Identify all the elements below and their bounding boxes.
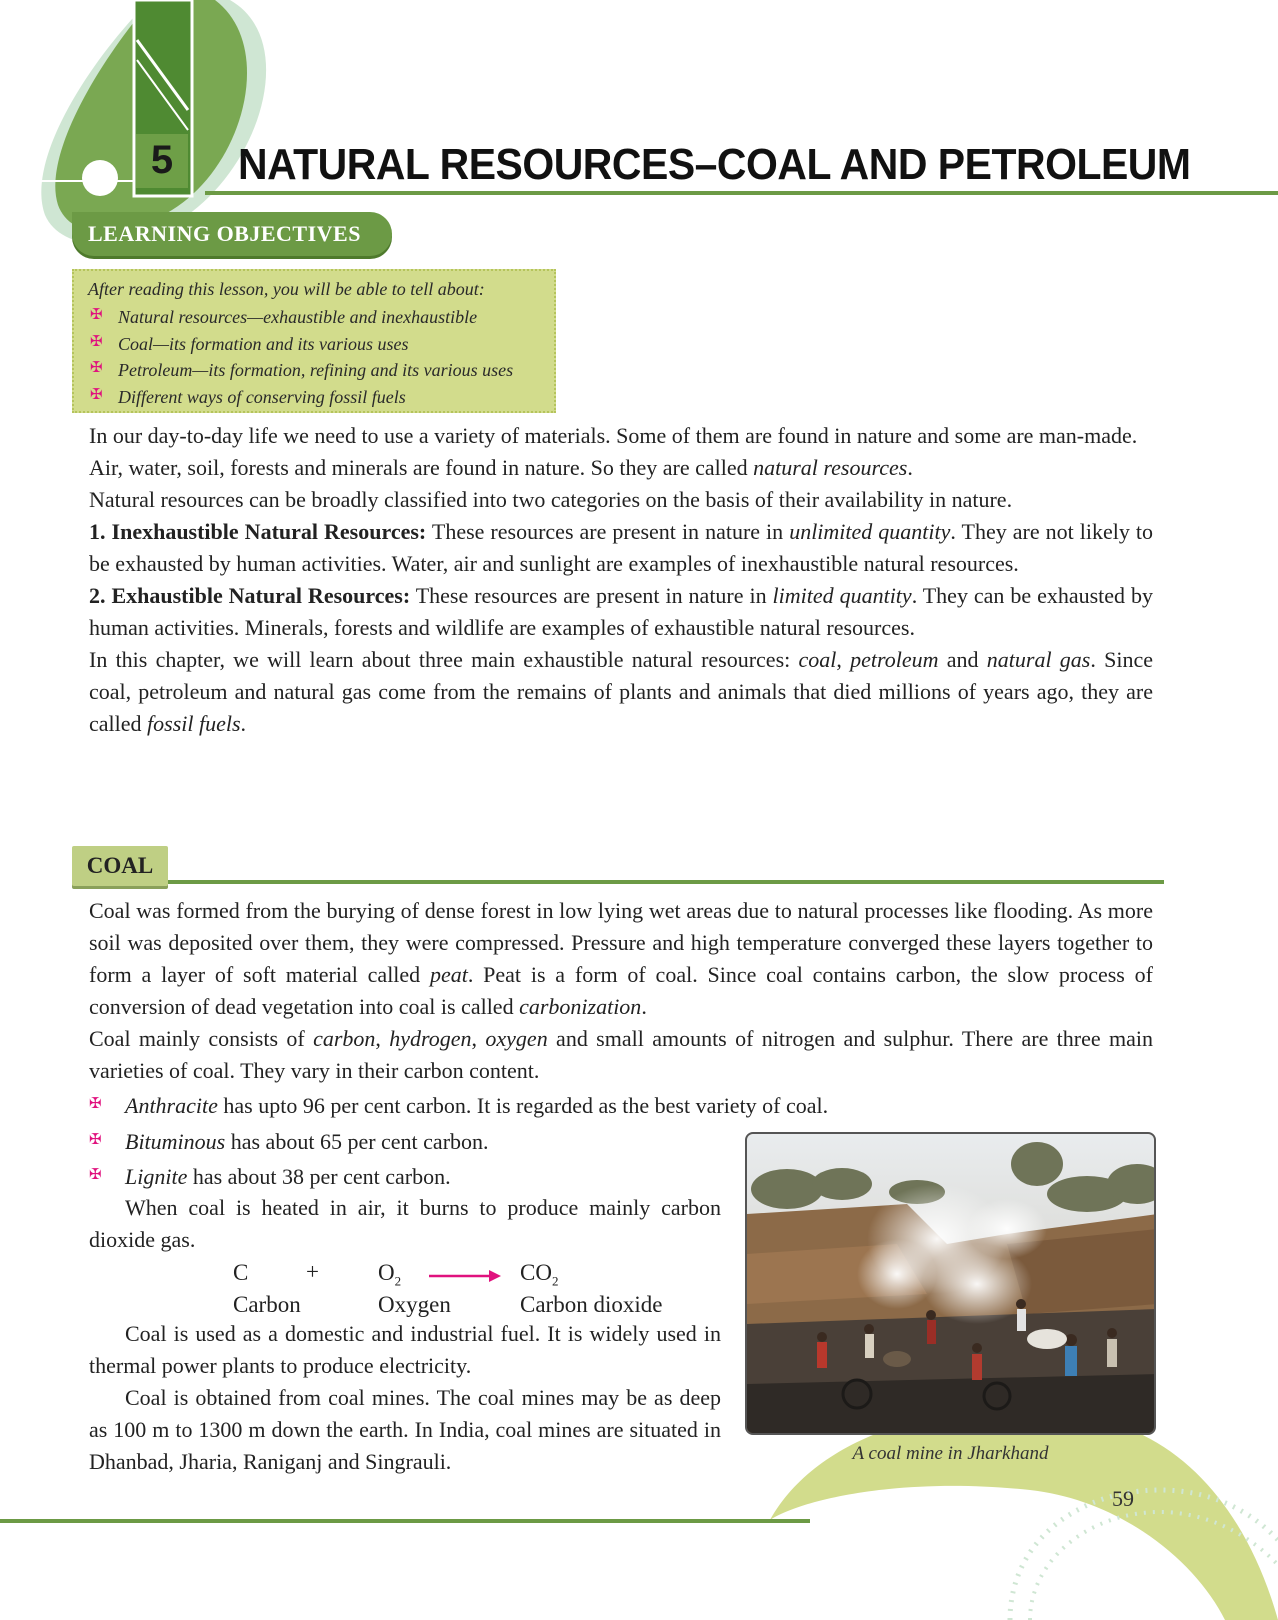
cross-bullet-icon: ✠ [90,333,103,350]
eq-oxygen: $O_2$ [378,1260,402,1289]
cross-bullet-icon: ✠ [90,386,103,403]
paragraph: Coal mainly consists of carbon, hydrogen, oxygen and small amounts of nitrogen and sulphur. There are three main varieties of coal. They vary in their carbon content. [89,1026,1153,1083]
list-item: ✠ Different ways of conserving fossil fuels [90,386,406,407]
cross-bullet-icon: ✠ [90,307,103,323]
paragraph: In our day-to-day life we need to use a variety of materials. Some of them are found in nature and some are man-made. [89,423,1138,448]
coal-mine-illustration [747,1134,1156,1435]
intro-text [89,420,1153,740]
paragraph: Coal was formed from the burying of dense forest in low lying wet areas due to natural processes like flooding. As more soil was deposited over them, they were compressed. Pressure and high temperature converged these layers together to form a layer of soft material called peat. Peat is a form of coal. Since coal contains carbon, the slow process of conversion of dead vegetation into coal is called carbonization. [89,898,1153,1019]
chapter-number: 5 [150,138,174,182]
combustion-text [89,1192,721,1256]
learning-objectives-list [88,304,540,410]
eq-label-co2: Carbon dioxide [520,1292,663,1317]
photo-caption: A coal mine in Jharkhand [852,1443,1049,1464]
cross-bullet-icon: ✠ [89,1167,102,1183]
chapter-title: NATURAL RESOURCES–COAL AND PETROLEUM [238,140,1191,189]
list-item: ✠ Coal—its formation and its various uses [90,333,409,354]
cross-bullet-icon: ✠ [89,1132,102,1148]
list-item: ✠ Petroleum—its formation, refining and its various uses [90,360,514,380]
section-heading-coal: COAL [72,846,168,886]
coal-text [89,895,1153,1087]
coal-varieties-list: ✠ Anthracite has upto 96 per cent carbon. It is regarded as the best variety of coal. ✠ Bituminous has about 65 per cent carbon. ✠ Lignite has about 38 per cent carbon. [89,1093,829,1189]
cross-bullet-icon: ✠ [90,360,103,376]
cross-bullet-icon: ✠ [89,1096,102,1112]
inexhaustible-definition: 1. Inexhaustible Natural Resources: These resources are present in nature in unlimited quantity. They are not likely to be exhausted by human activities. Water, air and sunlight are examples of inexhaustible natural resources. [89,519,1153,576]
page-number: 59 [1112,1486,1134,1511]
exhaustible-definition: 2. Exhaustible Natural Resources: These resources are present in nature in limited quantity. They can be exhausted by human activities. Minerals, forests and wildlife are examples of exhaustible natural resources. [89,583,1153,640]
reaction-arrow-icon [427,1268,503,1284]
paragraph: Coal is used as a domestic and industrial fuel. It is widely used in thermal power plants to produce electricity. [89,1321,721,1378]
eq-carbon: C [233,1260,249,1285]
paragraph: Air, water, soil, forests and minerals are found in nature. So they are called natural resources. [89,455,913,480]
list-item: ✠ Natural resources—exhaustible and inexhaustible [90,307,478,327]
coal-uses-text [89,1318,721,1478]
paragraph: Natural resources can be broadly classified into two categories on the basis of their availability in nature. [89,487,1013,512]
paragraph: In this chapter, we will learn about three main exhaustible natural resources: coal, petroleum and natural gas. Since coal, petroleum and natural gas come from the remains of plants and animals that died millions of years ago, they are called fossil fuels. [89,647,1153,736]
eq-plus: + [306,1259,319,1284]
eq-label-oxygen: Oxygen [378,1292,451,1317]
eq-carbon-dioxide: $CO_2$ [520,1260,559,1289]
paragraph: When coal is heated in air, it burns to produce mainly carbon dioxide gas. [89,1195,721,1252]
eq-label-carbon: Carbon [233,1292,301,1317]
coal-mine-photo [745,1132,1156,1435]
learning-objectives-box [72,269,556,413]
learning-objectives-intro: After reading this lesson, you will be able to tell about: [88,279,485,299]
learning-objectives-heading: LEARNING OBJECTIVES [72,212,392,256]
paragraph: Coal is obtained from coal mines. The coal mines may be as deep as 100 m to 1300 m down the earth. In India, coal mines are situated in Dhanbad, Jharia, Raniganj and Singrauli. [89,1385,721,1474]
section-divider [72,880,1164,884]
